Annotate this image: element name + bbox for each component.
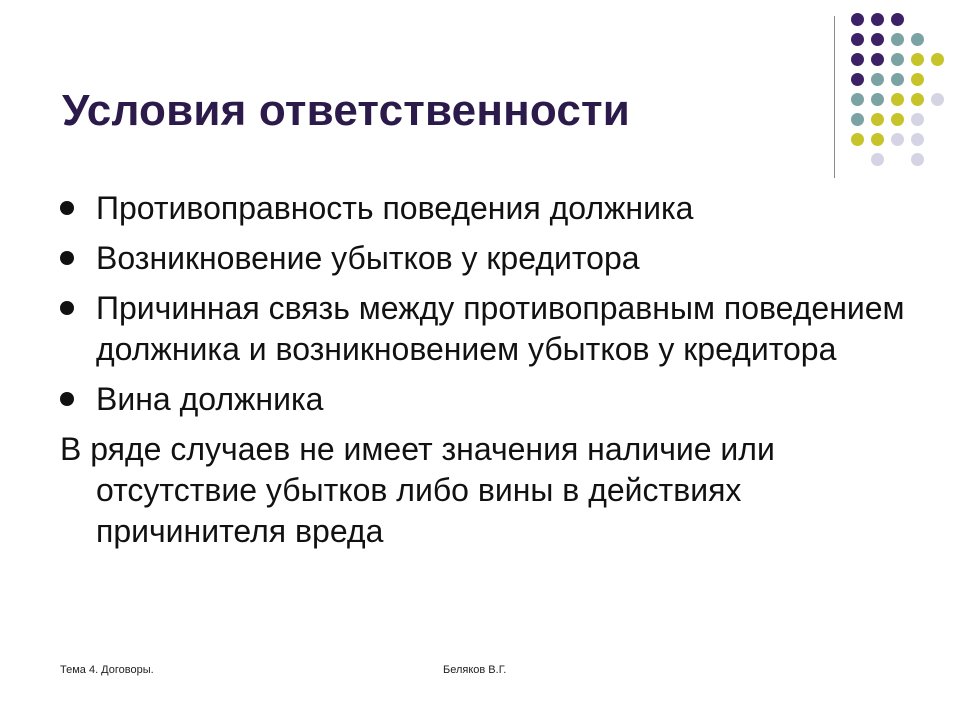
- decor-dot: [871, 73, 884, 86]
- slide-title: Условия ответственности: [62, 86, 631, 135]
- bullet-text: Противоправность поведения должника: [96, 190, 694, 226]
- bullet-text: Вина должника: [96, 381, 324, 417]
- bullet-text: Возникновение убытков у кредитора: [96, 240, 640, 276]
- decor-dot: [891, 93, 904, 106]
- bullet-item: [60, 288, 920, 370]
- note-paragraph: В ряде случаев не имеет значения наличие или отсутствие убытков либо вины в действиях причинителя вреда: [60, 431, 775, 549]
- decor-dot: [891, 133, 904, 146]
- decor-dot: [851, 73, 864, 86]
- decor-dot: [871, 153, 884, 166]
- decor-dot: [851, 113, 864, 126]
- decor-dot: [911, 33, 924, 46]
- decor-dot: [851, 13, 864, 26]
- bullet-icon: [60, 392, 74, 406]
- decorative-divider-line: [834, 16, 835, 178]
- decor-dot: [911, 133, 924, 146]
- bullet-item: [60, 188, 920, 229]
- decor-dot: [891, 33, 904, 46]
- decor-dot: [891, 53, 904, 66]
- decor-dot: [871, 133, 884, 146]
- bullet-icon: [60, 251, 74, 265]
- decor-dot: [911, 113, 924, 126]
- decor-dot: [911, 153, 924, 166]
- decor-dot: [871, 13, 884, 26]
- decor-dot: [891, 113, 904, 126]
- bullet-icon: [60, 301, 74, 315]
- bullet-item: [60, 238, 920, 279]
- footer-topic: Тема 4. Договоры.: [60, 664, 154, 676]
- decor-dot: [871, 53, 884, 66]
- decor-dot: [851, 133, 864, 146]
- decor-dot: [911, 93, 924, 106]
- decor-dot: [931, 93, 944, 106]
- decor-dot: [871, 113, 884, 126]
- bullet-item: [60, 379, 920, 420]
- bullet-text: Причинная связь между противоправным поведением должника и возникновением убытков у кредитора: [96, 290, 905, 367]
- decor-dot: [871, 33, 884, 46]
- footer-author: Беляков В.Г.: [443, 664, 507, 676]
- slide-body: [60, 188, 920, 552]
- decor-dot: [891, 73, 904, 86]
- decor-dot: [871, 93, 884, 106]
- decor-dot: [851, 33, 864, 46]
- bullet-icon: [60, 201, 74, 215]
- decor-dot: [891, 13, 904, 26]
- decor-dot: [911, 73, 924, 86]
- decor-dot: [851, 93, 864, 106]
- decor-dot: [931, 53, 944, 66]
- decor-dot: [911, 53, 924, 66]
- decor-dot: [851, 53, 864, 66]
